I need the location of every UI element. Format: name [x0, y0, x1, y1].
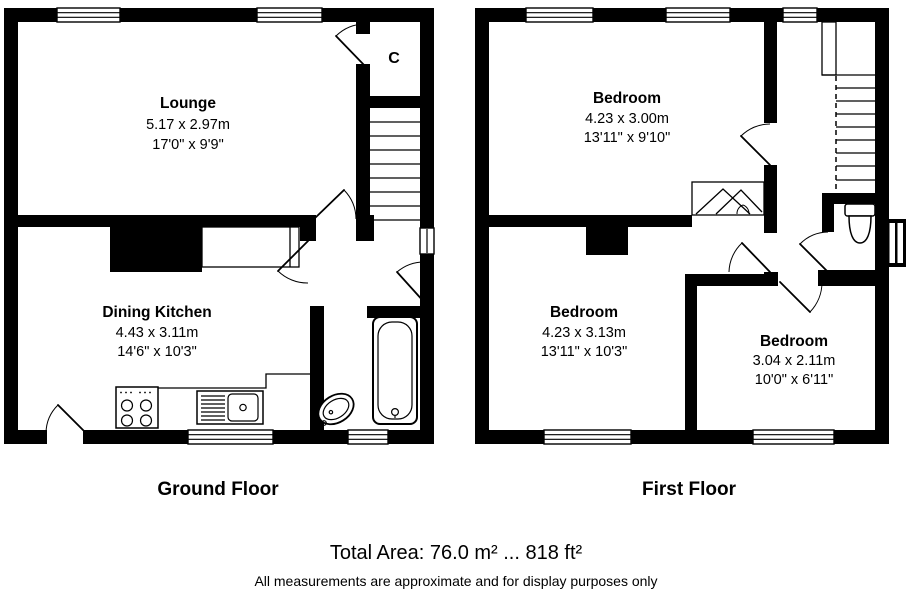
bedroom1-label: Bedroom: [592, 90, 662, 107]
wardrobe-icon: [692, 182, 764, 215]
stove-icon: [116, 387, 158, 428]
bedroom3-label: Bedroom: [759, 333, 829, 350]
door-swing: [780, 282, 822, 312]
window: [783, 8, 817, 22]
door-swing: [314, 190, 356, 219]
sink-icon: [197, 391, 263, 424]
lounge-dim-metric: 5.17 x 2.97m: [146, 117, 230, 133]
window: [753, 430, 834, 444]
first-floor-title: First Floor: [642, 479, 736, 500]
door-swing: [46, 405, 86, 433]
dining-kitchen-dim-metric: 4.43 x 3.11m: [115, 325, 199, 341]
window: [526, 8, 593, 22]
disclaimer-text: All measurements are approximate and for display purposes only: [254, 573, 658, 589]
bedroom2-dim-imperial: 13'11" x 10'3": [540, 344, 628, 360]
bedroom2-label: Bedroom: [549, 304, 619, 321]
door-swing: [729, 243, 770, 272]
bedroom3-dim-metric: 3.04 x 2.11m: [752, 353, 836, 369]
dining-kitchen-label: Dining Kitchen: [102, 304, 212, 321]
bedroom2-dim-metric: 4.23 x 3.13m: [542, 325, 626, 341]
footer: [254, 542, 657, 589]
window: [188, 430, 273, 444]
first-floor-plan: [475, 8, 906, 500]
lounge-dim-imperial: 17'0" x 9'9": [152, 137, 224, 153]
window: [257, 8, 322, 22]
window: [348, 430, 388, 444]
window: [420, 228, 434, 254]
dining-kitchen-dim-imperial: 14'6" x 10'3": [117, 344, 197, 360]
window: [666, 8, 730, 22]
window: [544, 430, 631, 444]
bedroom1-dim-imperial: 13'11" x 9'10": [583, 130, 671, 146]
total-area-text: Total Area: 76.0 m² ... 818 ft²: [329, 542, 583, 564]
stairs: [370, 122, 420, 220]
front-door-opening: [47, 430, 83, 444]
bathtub-icon: [373, 317, 417, 424]
lounge-label: Lounge: [160, 95, 216, 112]
ground-inner-walls: [4, 20, 420, 430]
bedroom1-dim-metric: 4.23 x 3.00m: [585, 111, 669, 127]
stairs: [822, 22, 875, 193]
cupboard-label: C: [388, 50, 400, 67]
door-swing: [741, 124, 770, 165]
chimney-breast: [586, 227, 628, 255]
door-swing: [800, 232, 828, 272]
toilet-icon: [845, 204, 875, 243]
bedroom3-dim-imperial: 10'0" x 6'11": [754, 372, 834, 388]
ground-floor-plan: [4, 8, 434, 500]
chimney-breast: [110, 227, 202, 272]
window: [57, 8, 120, 22]
ground-floor-title: Ground Floor: [157, 479, 279, 500]
window: [886, 219, 906, 267]
